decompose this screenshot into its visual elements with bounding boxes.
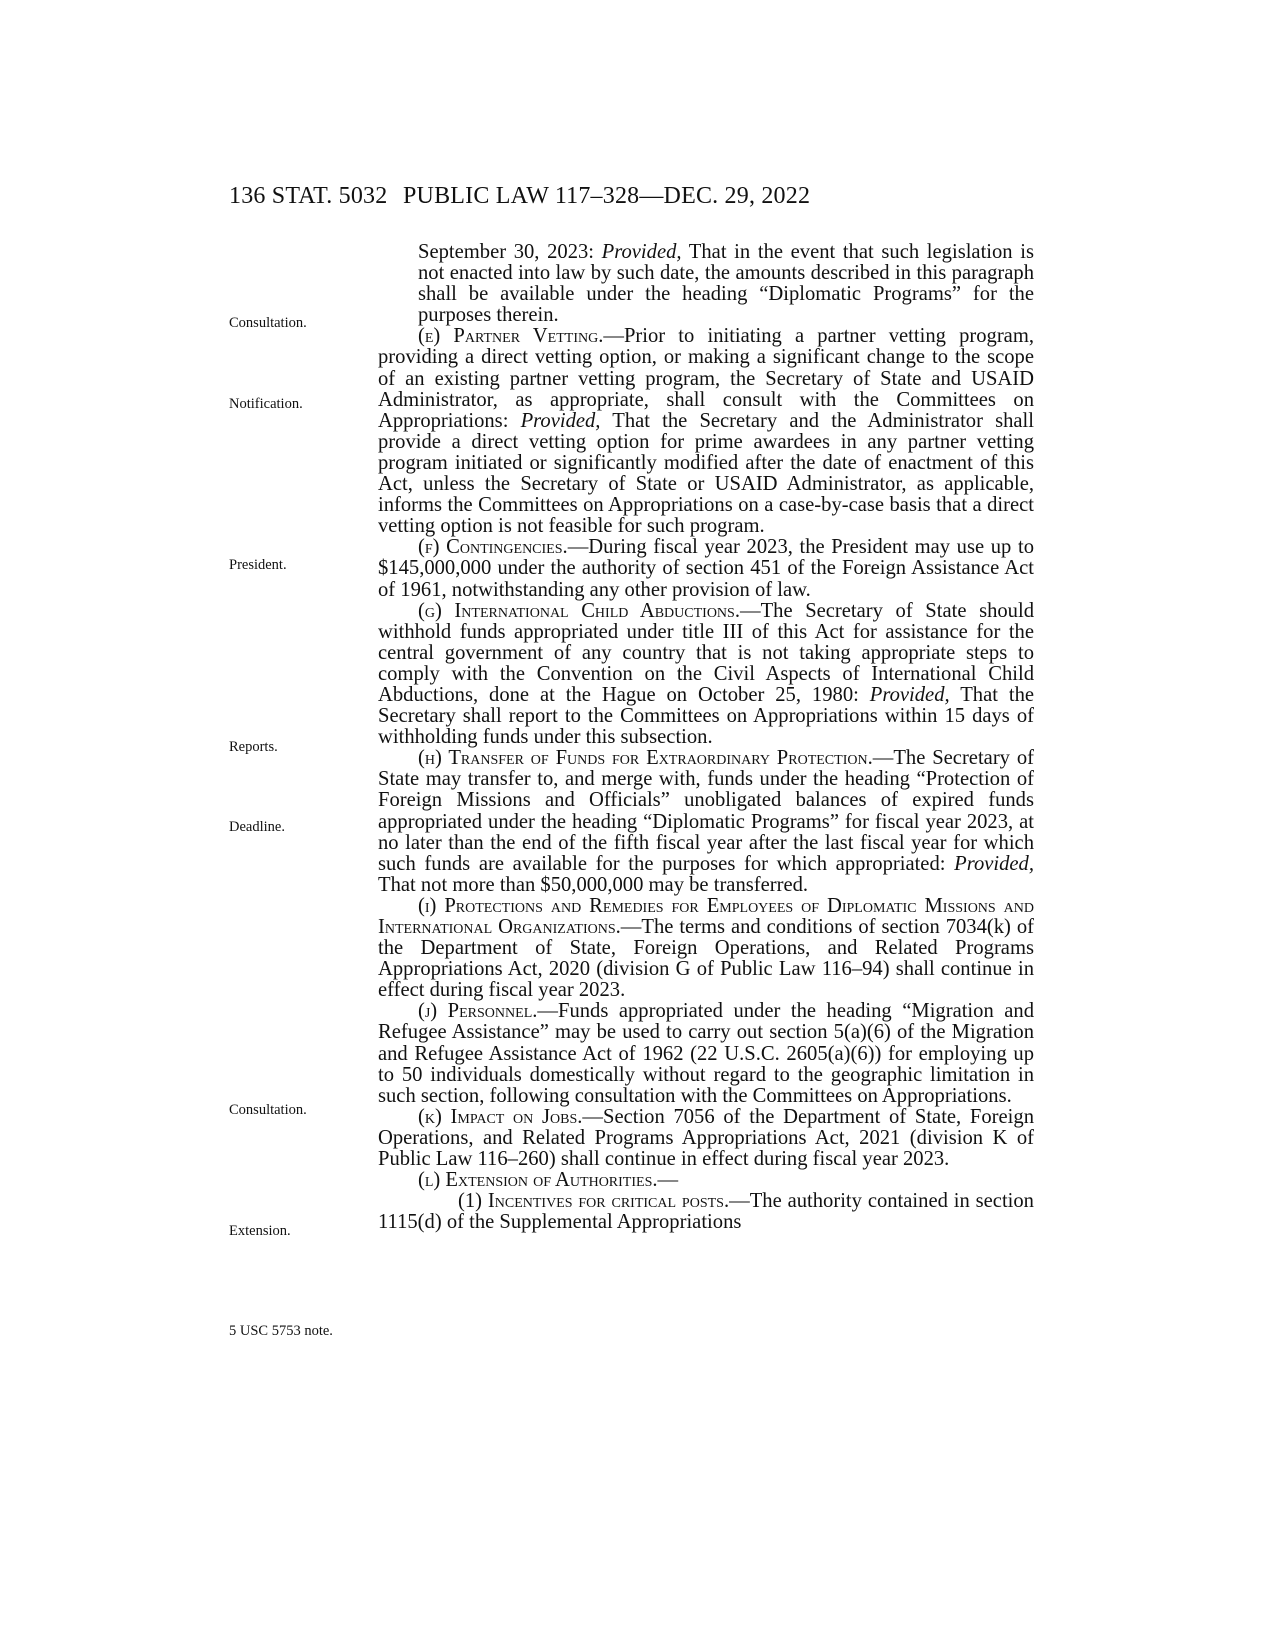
- text-run: September 30, 2023:: [418, 241, 602, 263]
- margin-note: 5 USC 5753 note.: [229, 1323, 333, 1339]
- text-run: —During fiscal year 2023, the President may use up to $145,000,000 under the authority of section 451 of the Foreign Assistance Act of 1961, notwithstanding any other provision of law.: [378, 536, 1034, 601]
- text-run: —Section 7056 of the Department of State, Foreign Operations, and Related Programs Appropriations Act, 2021 (division K of Public Law 116–260) shall continue in effect during fiscal year 2023.: [378, 1105, 1034, 1171]
- text-run: —The Secretary of State should withhold funds appropriated under title III of this Act for assistance for the central government of any country that is not taking appropriate steps to comply with the Convention on the Civil Aspects of International Child Abductions, done at the Hague on October 25, 1980:: [378, 599, 1034, 706]
- margin-note: Deadline.: [229, 819, 285, 835]
- subsection-heading: (j) Personnel.: [418, 1000, 538, 1023]
- subsection-e: [378, 326, 1034, 537]
- paragraph-l1: [378, 1191, 1034, 1233]
- subsection-heading: (e) Partner Vetting.: [418, 325, 604, 348]
- text-run: That the Secretary and the Administrator shall provide a direct vetting option for prime awardees in any partner vetting program initiated or significantly modified after the date of enactment of this Act, unless the Secretary of State or USAID Administrator, as applicable, informs the Committees on Appropriations on a case-by-case basis that a direct vetting option is not feasible for such program.: [378, 409, 1034, 538]
- subsection-h: [378, 748, 1034, 896]
- subsection-g: [378, 601, 1034, 749]
- continued-paragraph: [378, 242, 1034, 326]
- text-run: —Prior to initiating a partner vetting program, providing a direct vetting option, or making a significant change to the scope of an existing partner vetting program, the Secretary of State and USAID Administrator, as appropriate, shall consult with the Committees on Appropriations:: [378, 325, 1034, 432]
- subsection-heading: (k) Impact on Jobs.: [418, 1105, 583, 1128]
- text-run: —The Secretary of State may transfer to, and merge with, funds under the heading “Protection of Foreign Missions and Officials” unobligated balances of expired funds appropriated under the heading “Diplomatic Programs” for fiscal year 2023, at no later than the end of the fifth fiscal year after the last fiscal year for which such funds are available for the purposes for which appropriated:: [378, 747, 1034, 875]
- subsection-heading: (l) Extension of Authorities.: [418, 1169, 658, 1192]
- margin-note: Consultation.: [229, 1102, 307, 1118]
- margin-note: President.: [229, 557, 287, 573]
- subsection-f: [378, 537, 1034, 600]
- margin-note: Reports.: [229, 739, 278, 755]
- margin-note: Notification.: [229, 396, 303, 412]
- body-text: [378, 242, 1034, 1233]
- subsection-heading: (f) Contingencies.: [418, 536, 568, 559]
- margin-note: Extension.: [229, 1223, 291, 1239]
- proviso: Provided,: [601, 241, 682, 263]
- text-run: —: [657, 1169, 679, 1192]
- text-run: That not more than $50,000,000 may be transferred.: [378, 873, 809, 896]
- proviso: Provided,: [954, 852, 1034, 875]
- proviso: Provided,: [869, 683, 950, 706]
- subsection-i: [378, 896, 1034, 1001]
- subsection-k: [378, 1107, 1034, 1170]
- text-run: —The terms and conditions of section 7034(k) of the Department of State, Foreign Operations, and Related Programs Appropriations Act, 2020 (division G of Public Law 116–94) shall continue in effect during fiscal year 2023.: [378, 916, 1034, 1002]
- text-run: —Funds appropriated under the heading “Migration and Refugee Assistance” may be used to carry out section 5(a)(6) of the Migration and Refugee Assistance Act of 1962 (22 U.S.C. 2605(a)(6)) for employing up to 50 individuals domestically without regard to the geographic limitation in such section, following consultation with the Committees on Appropriations.: [378, 1000, 1035, 1107]
- text-run: —The authority contained in section 1115(d) of the Supplemental Appropriations: [378, 1190, 1034, 1234]
- proviso: Provided,: [520, 409, 601, 432]
- text-run: That the Secretary shall report to the Committees on Appropriations within 15 days of withholding funds under this subsection.: [378, 683, 1035, 749]
- subsection-heading: (h) Transfer of Funds for Extraordinary Protection.: [418, 747, 873, 770]
- text-run: That in the event that such legislation is not enacted into law by such date, the amounts described in this paragraph shall be available under the heading “Diplomatic Programs” for the purposes therein.: [418, 241, 1034, 327]
- page-header: [0, 183, 1275, 213]
- subsection-j: [378, 1001, 1034, 1106]
- paragraph-heading: (1) Incentives for critical posts.: [458, 1190, 730, 1213]
- subsection-heading: (g) International Child Abductions.: [418, 599, 740, 622]
- subsection-heading: (i) Protections and Remedies for Employees of Diplomatic Missions and International Organizations.: [378, 894, 1034, 938]
- statute-page-number: 136 STAT. 5032: [229, 183, 388, 209]
- running-title: PUBLIC LAW 117–328—DEC. 29, 2022: [403, 183, 811, 209]
- subsection-l: [378, 1170, 1034, 1191]
- margin-note: Consultation.: [229, 315, 307, 331]
